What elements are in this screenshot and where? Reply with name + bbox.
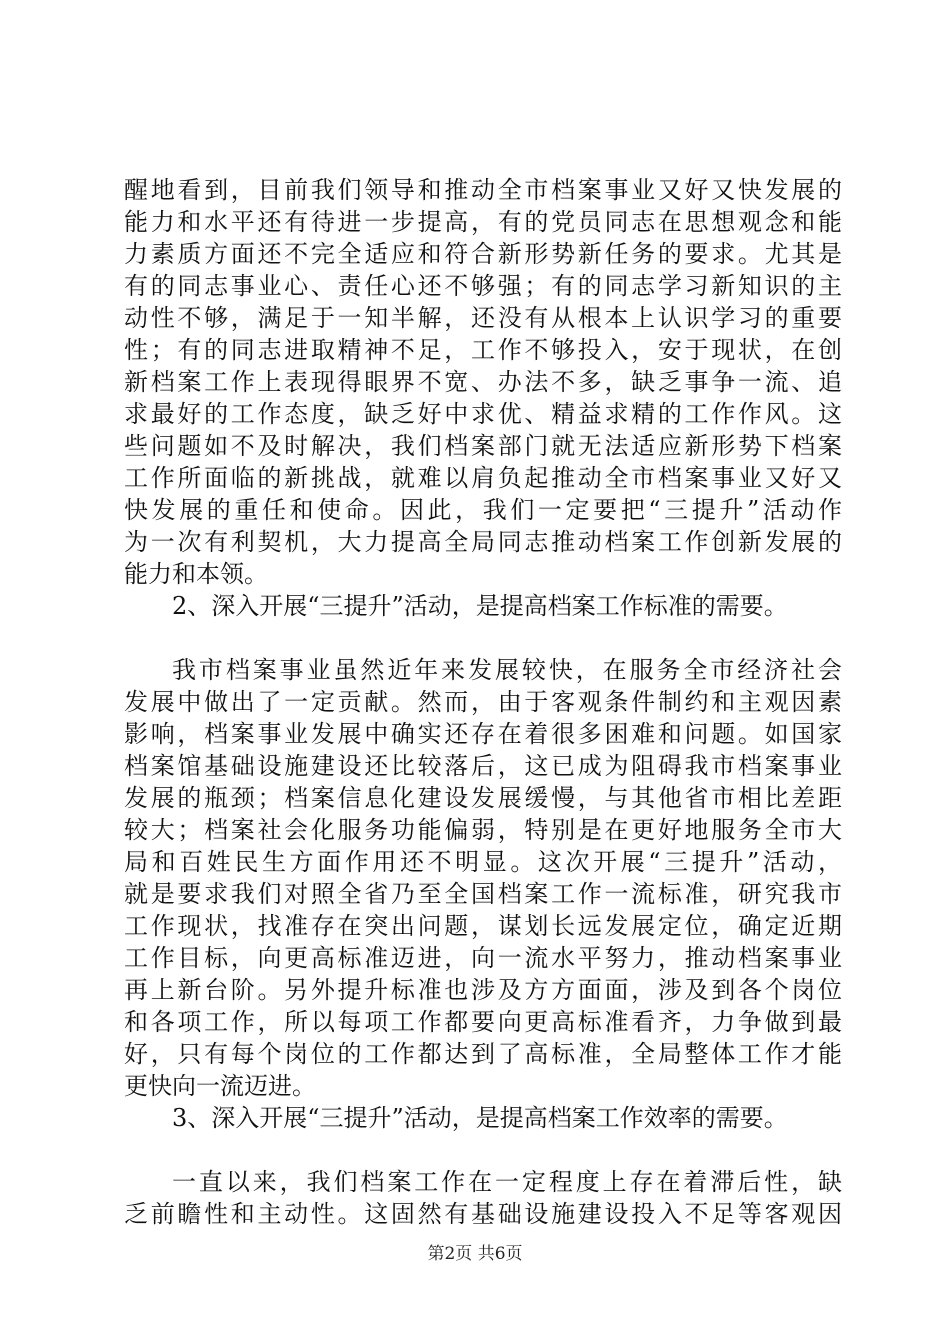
section-heading-2: 2、深入开展“三提升”活动，是提高档案工作标准的需要。 xyxy=(172,592,788,620)
text-line: 为一次有利契机，大力提高全局同志推动档案工作创新发展的 xyxy=(124,528,842,556)
paragraph-1 xyxy=(124,174,842,590)
text-line: 工作目标，向更高标准迈进，向一流水平努力，推动档案事业 xyxy=(124,944,842,972)
text-line: 性；有的同志进取精神不足，工作不够投入，安于现状，在创 xyxy=(124,336,842,364)
text-line: 档案馆基础设施建设还比较落后，这已成为阻碍我市档案事业 xyxy=(124,752,842,780)
text-line: 和各项工作，所以每项工作都要向更高标准看齐，力争做到最 xyxy=(124,1008,842,1036)
text-line: 些问题如不及时解决，我们档案部门就无法适应新形势下档案 xyxy=(124,432,842,460)
text-line: 较大；档案社会化服务功能偏弱，特别是在更好地服务全市大 xyxy=(124,816,842,844)
page-footer xyxy=(0,1243,950,1265)
text-line: 动性不够，满足于一知半解，还没有从根本上认识学习的重要 xyxy=(124,304,842,332)
paragraph-spacer xyxy=(124,622,842,654)
text-line: 工作所面临的新挑战，就难以肩负起推动全市档案事业又好又 xyxy=(124,464,842,492)
text-line: 新档案工作上表现得眼界不宽、办法不多，缺乏事争一流、追 xyxy=(124,368,842,396)
section-heading-3: 3、深入开展“三提升”活动，是提高档案工作效率的需要。 xyxy=(172,1104,788,1132)
text-line: 局和百姓民生方面作用还不明显。这次开展“三提升”活动， xyxy=(124,848,842,876)
text-line: 能力和本领。 xyxy=(124,560,268,588)
document-body xyxy=(124,174,842,1230)
text-line: 发展中做出了一定贡献。然而，由于客观条件制约和主观因素 xyxy=(124,688,842,716)
page-number-label: 第2页 共6页 xyxy=(427,1244,523,1264)
text-line: 一直以来，我们档案工作在一定程度上存在着滞后性，缺 xyxy=(172,1168,842,1196)
text-line: 我市档案事业虽然近年来发展较快，在服务全市经济社会 xyxy=(172,656,842,684)
text-line: 力素质方面还不完全适应和符合新形势新任务的要求。尤其是 xyxy=(124,240,842,268)
text-line: 求最好的工作态度，缺乏好中求优、精益求精的工作作风。这 xyxy=(124,400,842,428)
text-line: 有的同志事业心、责任心还不够强；有的同志学习新知识的主 xyxy=(124,272,842,300)
text-line: 醒地看到，目前我们领导和推动全市档案事业又好又快发展的 xyxy=(124,176,842,204)
text-line: 能力和水平还有待进一步提高，有的党员同志在思想观念和能 xyxy=(124,208,842,236)
text-line: 发展的瓶颈；档案信息化建设发展缓慢，与其他省市相比差距 xyxy=(124,784,842,812)
text-line: 再上新台阶。另外提升标准也涉及方方面面，涉及到各个岗位 xyxy=(124,976,842,1004)
text-line: 快发展的重任和使命。因此，我们一定要把“三提升”活动作 xyxy=(124,496,842,524)
text-line: 乏前瞻性和主动性。这固然有基础设施建设投入不足等客观因 xyxy=(124,1200,842,1228)
paragraph-spacer xyxy=(124,1134,842,1166)
text-line: 好，只有每个岗位的工作都达到了高标准，全局整体工作才能 xyxy=(124,1040,842,1068)
text-line: 就是要求我们对照全省乃至全国档案工作一流标准，研究我市 xyxy=(124,880,842,908)
paragraph-2 xyxy=(124,654,842,1102)
text-line: 工作现状，找准存在突出问题，谋划长远发展定位，确定近期 xyxy=(124,912,842,940)
text-line: 影响，档案事业发展中确实还存在着很多困难和问题。如国家 xyxy=(124,720,842,748)
text-line: 更快向一流迈进。 xyxy=(124,1072,316,1100)
paragraph-3 xyxy=(124,1166,842,1230)
